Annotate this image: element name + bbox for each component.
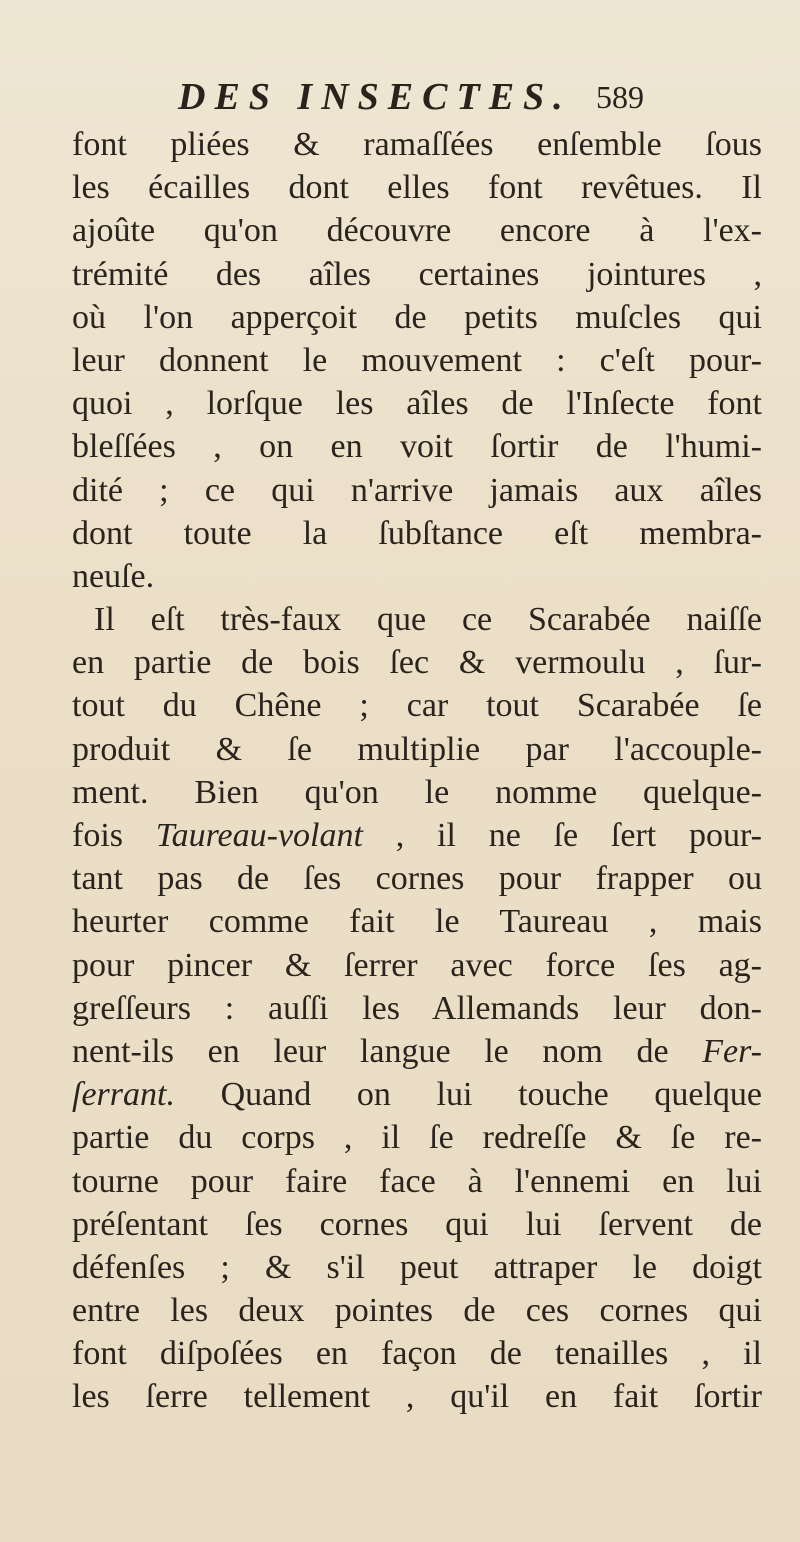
text-line: en partie de bois ſec & vermoulu , ſur-	[72, 644, 762, 682]
text-line: ment. Bien qu'on le nomme quelque-	[72, 773, 762, 811]
text-line: produit & ſe multiplie par l'accouple-	[72, 730, 762, 768]
text-line: pour pincer & ſerrer avec force ſes ag-	[72, 946, 762, 984]
text-line	[72, 1073, 762, 1116]
text-line: dité ; ce qui n'arrive jamais aux aîles	[72, 471, 762, 509]
italic-term: ſerrant.	[72, 1076, 175, 1114]
text-segment: nent-ils en leur langue le nom de	[72, 1032, 703, 1070]
text-line: ajoûte qu'on découvre encore à l'ex-	[72, 212, 762, 250]
page-header	[0, 72, 800, 122]
text-line: dont toute la ſubſtance eſt membra-	[72, 514, 762, 552]
text-line: les écailles dont elles font revêtues. Il	[72, 169, 762, 207]
text-line: défenſes ; & s'il peut attraper le doigt	[72, 1248, 762, 1286]
text-line: tourne pour faire face à l'ennemi en lui	[72, 1162, 762, 1200]
paragraph-start-line: Il eſt très-faux que ce Scarabée naiſſe	[94, 601, 762, 639]
running-title: DES INSECTES.	[178, 76, 572, 118]
text-line: préſentant ſes cornes qui lui ſervent de	[72, 1205, 762, 1243]
italic-term: Fer-	[702, 1032, 762, 1070]
body-text	[72, 123, 762, 1419]
text-line: trémité des aîles certaines jointures ,	[72, 255, 762, 293]
text-line: neuſe.	[72, 557, 155, 595]
text-line: heurter comme fait le Taureau , mais	[72, 903, 762, 941]
italic-term: Taureau-volant	[155, 817, 363, 854]
text-line: font pliées & ramaſſées enſemble ſous	[72, 126, 762, 163]
text-line	[72, 1030, 762, 1073]
text-segment: , il ne ſe ſert pour-	[362, 817, 762, 854]
text-line: entre les deux pointes de ces cornes qui	[72, 1292, 762, 1330]
text-line: font diſpoſées en façon de tenailles , il	[72, 1335, 762, 1373]
text-line: quoi , lorſque les aîles de l'Inſecte font	[72, 385, 762, 423]
text-segment: Quand on lui touche quelque	[174, 1076, 762, 1114]
text-line: où l'on apperçoit de petits muſcles qui	[72, 298, 762, 336]
text-line: leur donnent le mouvement : c'eſt pour-	[72, 341, 762, 379]
text-line: bleſſées , on en voit ſortir de l'humi-	[72, 428, 762, 466]
text-line: greſſeurs : auſſi les Allemands leur don-	[72, 989, 762, 1027]
text-line: tout du Chêne ; car tout Scarabée ſe	[72, 687, 762, 725]
text-line	[72, 814, 762, 857]
text-line: les ſerre tellement , qu'il en fait ſortir	[72, 1378, 762, 1416]
text-line: partie du corps , il ſe redreſſe & ſe re-	[72, 1119, 762, 1157]
page-number: 589	[596, 79, 644, 115]
text-segment: fois	[72, 817, 156, 854]
text-line: tant pas de ſes cornes pour frapper ou	[72, 860, 762, 898]
